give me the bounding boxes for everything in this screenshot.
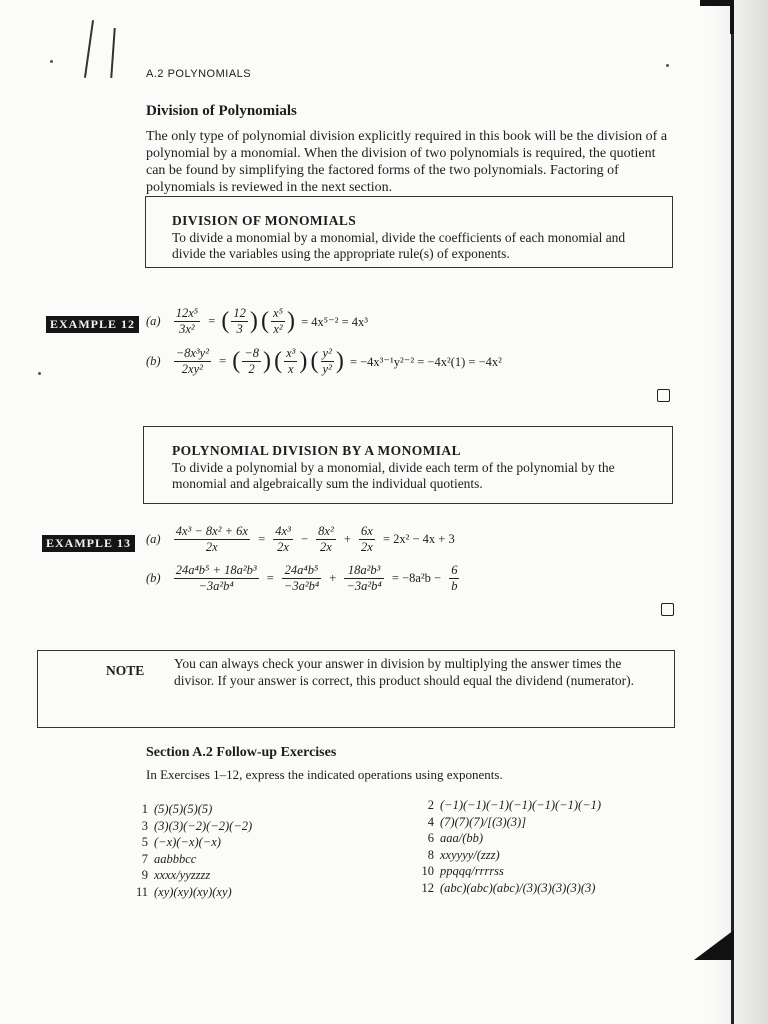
part-b-tag: (b) <box>146 571 161 585</box>
fraction: $\frac{6}{b}$ <box>451 563 458 593</box>
fraction: $\frac{\text{x⁵}}{\text{x²}}$ <box>273 306 283 336</box>
rule-box-monomials <box>145 196 673 268</box>
fraction: $\frac{-8}{2}$ <box>244 346 259 376</box>
list-item: 11 (xy)(xy)(xy)(xy) <box>135 884 232 899</box>
exercises-heading: Section A.2 Follow-up Exercises <box>146 745 337 760</box>
list-item: 7 aabbbcc <box>141 851 197 866</box>
exercise-list-right <box>412 797 601 896</box>
example-12b-equation: (b) $\frac{\text{−8x³y²}}{\text{2xy²}}$ = ( $\frac{-8}{2}$ ) ( $\frac{\text{x³}}{x}$ ) ( $\frac{\text{y²}}{\text{y²}}$ ) = −4x³⁻¹y²⁻² = −4x²(1) = −4x² <box>146 346 505 377</box>
rule-box-title: POLYNOMIAL DIVISION BY A MONOMIAL <box>172 443 461 458</box>
fraction: $\frac{\text{4x³ − 8x² + 6x}}{2x}$ <box>175 524 248 554</box>
result-text: = 2x² − 4x + 3 <box>382 532 455 546</box>
part-a-tag: (a) <box>146 314 161 328</box>
list-item: 3 (3)(3)(−2)(−2)(−2) <box>141 818 253 833</box>
section-heading: Division of Polynomials <box>146 103 297 119</box>
intro-paragraph: The only type of polynomial division explicitly required in this book will be the division of a polynomial by a monomial. When the division of two polynomials is required, the quotient can be found by simplifying the factored forms of the two polynomials. Factoring of polynomials is reviewed in the next section. <box>146 129 668 195</box>
list-item: 4 (7)(7)(7)/[(3)(3)] <box>427 814 527 829</box>
list-item: 6 aaa/(bb) <box>427 831 484 845</box>
result-text: = −8a²b − <box>391 571 442 585</box>
rule-box-title: DIVISION OF MONOMIALS <box>172 213 357 228</box>
list-item: 9 xxxx/yyzzzz <box>141 868 211 882</box>
running-header: A.2 POLYNOMIALS <box>146 68 252 80</box>
example-13-label: EXAMPLE 13 <box>42 535 135 552</box>
end-of-example-icon <box>657 389 670 402</box>
example-13b-equation: (b) $\frac{\text{24a⁴b⁵ + 18a²b³}}{\text{−3a²b⁴}}$ = $\frac{\text{24a⁴b⁵}}{\text{−3a²b⁴}}$ + $\frac{\text{18a²b³}}{\text{−3a²b⁴}}$ = −8a²b − $\frac{6}{b}$ <box>146 563 458 593</box>
pencil-mark <box>84 20 94 78</box>
example-12a-equation: (a) $\frac{\text{12x⁵}}{\text{3x²}}$ = ( $\frac{12}{3}$ ) ( $\frac{\text{x⁵}}{\text{x²}}$ ) = 4x⁵⁻² = 4x³ <box>146 306 371 337</box>
end-of-example-icon <box>661 603 674 616</box>
fraction: $\frac{12}{3}$ <box>233 306 246 336</box>
scan-speck <box>50 60 53 63</box>
pencil-mark <box>110 28 115 78</box>
fraction: $\frac{6x}{2x}$ <box>361 524 373 554</box>
fraction: $\frac{\text{y²}}{\text{y²}}$ <box>322 346 332 376</box>
example-12-label: EXAMPLE 12 <box>46 316 139 333</box>
fraction: $\frac{\text{8x²}}{2x}$ <box>318 524 334 554</box>
fraction: $\frac{\text{24a⁴b⁵ + 18a²b³}}{\text{−3a²b⁴}}$ <box>175 563 257 593</box>
page-edge-curl-top <box>700 0 734 34</box>
scan-speck <box>38 372 41 375</box>
exercises-instructions: In Exercises 1–12, express the indicated operations using exponents. <box>146 767 503 782</box>
rule-box-text: To divide a monomial by a monomial, divide the coefficients of each monomial and divide the variables using the appropriate rule(s) of exponents. <box>172 230 626 261</box>
note-label: NOTE <box>106 663 145 678</box>
list-item: 12 (abc)(abc)(abc)/(3)(3)(3)(3)(3) <box>421 880 596 895</box>
fraction: $\frac{\text{x³}}{x}$ <box>286 346 296 376</box>
scan-speck <box>666 64 669 67</box>
part-a-tag: (a) <box>146 532 161 546</box>
page-edge-line <box>731 0 734 1024</box>
list-item: 10 ppqqq/rrrrss <box>421 864 504 878</box>
fraction: $\frac{\text{12x⁵}}{\text{3x²}}$ <box>175 306 199 336</box>
result-text: = 4x⁵⁻² = 4x³ <box>301 314 369 329</box>
list-item: 8 xxyyyy/(zzz) <box>427 847 500 862</box>
fraction: $\frac{\text{24a⁴b⁵}}{\text{−3a²b⁴}}$ <box>283 563 320 593</box>
rule-box-polynomial <box>143 426 673 504</box>
list-item: 1 (5)(5)(5)(5) <box>141 802 213 816</box>
example-13a-equation: (a) $\frac{\text{4x³ − 8x² + 6x}}{2x}$ = $\frac{\text{4x³}}{2x}$ − $\frac{\text{8x²}}{2x}$ + $\frac{6x}{2x}$ = 2x² − 4x + 3 <box>146 524 458 555</box>
fraction: $\frac{\text{4x³}}{2x}$ <box>275 524 291 554</box>
note-box <box>37 650 675 728</box>
list-item: 5 (−x)(−x)(−x) <box>141 835 221 849</box>
note-text: You can always check your answer in division by multiplying the answer times the divisor. If your answer is correct, this product should equal the dividend (numerator). <box>174 656 635 688</box>
page-edge-shadow <box>708 0 768 1024</box>
fraction: $\frac{\text{−8x³y²}}{\text{2xy²}}$ <box>175 346 209 376</box>
list-item: 2 (−1)(−1)(−1)(−1)(−1)(−1)(−1) <box>427 798 602 812</box>
result-text: = −4x³⁻¹y²⁻² = −4x²(1) = −4x² <box>349 354 502 369</box>
part-b-tag: (b) <box>146 354 161 368</box>
fraction: $\frac{\text{18a²b³}}{\text{−3a²b⁴}}$ <box>346 563 382 593</box>
exercise-list-left <box>126 801 252 900</box>
rule-box-text: To divide a polynomial by a monomial, divide each term of the polynomial by the monomial and algebraically sum the individual quotients. <box>172 460 615 491</box>
